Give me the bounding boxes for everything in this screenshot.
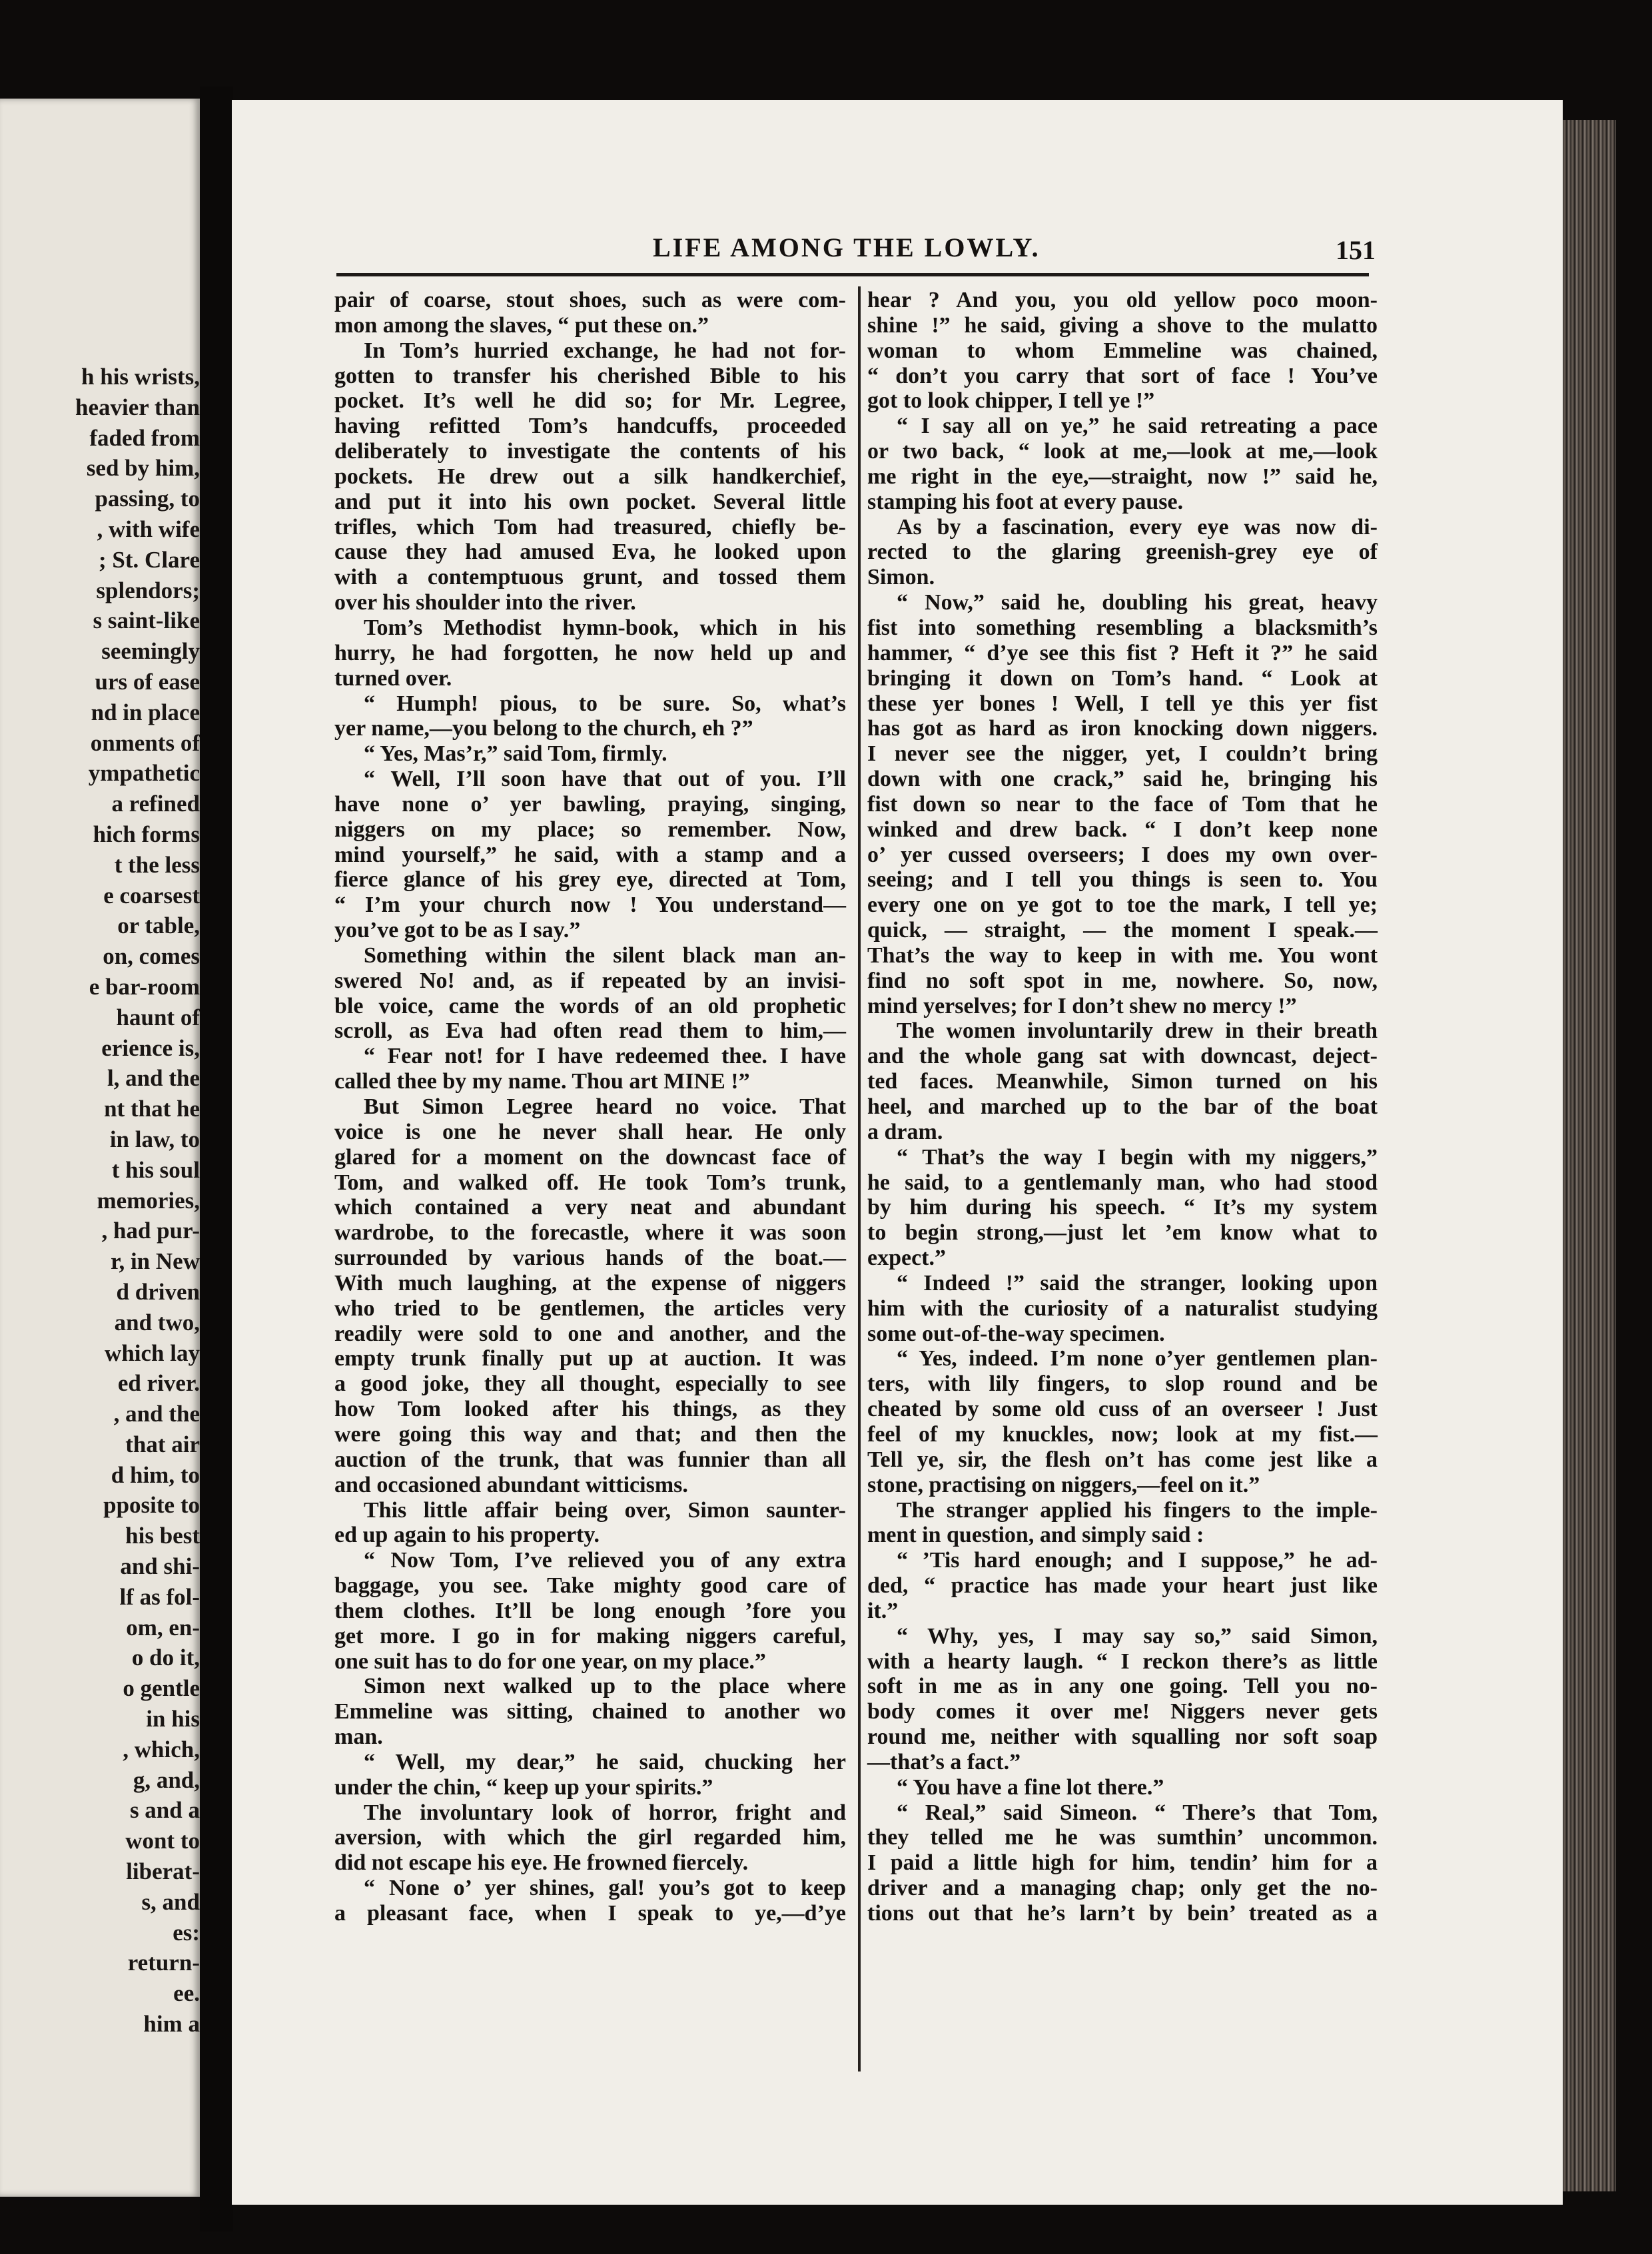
text-line: trifles, which Tom had treasured, chiefly be- [334,514,846,540]
text-line: mon among the slaves, “ put these on.” [334,312,709,338]
text-line: wardrobe, to the forecastle, where it was soon [334,1220,846,1246]
edge-text-line: ed river. [117,1370,200,1397]
text-line: get more. I go in for making niggers careful, [334,1623,846,1649]
text-line: seeing; and I tell you things is seen to. You [867,867,1378,893]
text-line: were going this way and that; and then the [334,1421,846,1447]
column-divider [858,286,861,2071]
text-line: “ I say all on ye,” he said retreating a pace [897,414,1378,439]
edge-text-line: haunt of [116,1004,200,1030]
text-line: cause they had amused Eva, he looked upon [334,540,846,565]
edge-text-line: , with wife [97,516,200,542]
edge-text-line: h his wrists, [81,364,200,390]
edge-text-line: that air [125,1431,200,1457]
text-line: Tell ye, sir, the flesh on’t has come jest like a [867,1447,1378,1472]
text-line: “ Fear not! for I have redeemed thee. I have [364,1044,846,1069]
text-line: find no soft spot in me, nowhere. So, now, [867,968,1378,993]
text-line: ment in question, and simply said : [867,1523,1204,1548]
text-line: “ Yes, Mas’r,” said Tom, firmly. [364,741,667,767]
text-line: Simon next walked up to the place where [364,1674,846,1699]
text-line: and the whole gang sat with downcast, deject- [867,1044,1378,1069]
text-line: o’ yer cussed overseers; I does my own over- [867,842,1378,867]
text-line: rected to the glaring greenish-grey eye of [867,540,1378,565]
edge-text-line: in law, to [109,1126,200,1152]
text-line: cheated by some old cuss of an overseer ! Just [867,1397,1378,1422]
edge-text-line: ; St. Clare [99,546,200,573]
text-line: “ None o’ yer shines, gal! you’s got to keep [364,1876,846,1901]
text-line: “ Now Tom, I’ve relieved you of any extra [364,1548,846,1573]
text-line: over his shoulder into the river. [334,590,636,615]
text-line: woman to whom Emmeline was chained, [867,338,1378,363]
edge-text-line: and shi- [120,1553,200,1580]
text-line: mind yourself,” he said, with a stamp and a [334,842,846,867]
text-line: This little affair being over, Simon saunter- [364,1497,846,1523]
edge-text-line: d driven [116,1278,200,1305]
text-line: ters, with lily fingers, to slop round and be [867,1371,1378,1397]
text-line: voice is one he never shall hear. He only [334,1119,846,1144]
edge-text-line: urs of ease [95,668,200,695]
text-line: you’ve got to be as I say.” [334,918,581,943]
text-line: pair of coarse, stout shoes, such as were com- [334,288,846,312]
text-line: pocket. It’s well he did so; for Mr. Legree, [334,388,846,414]
text-line: fierce glance of his grey eye, directed at Tom, [334,867,846,893]
text-line: body comes it over me! Niggers never gets [867,1699,1378,1724]
edge-text-line: and two, [114,1309,200,1335]
edge-text-line: in his [146,1706,200,1732]
text-line: aversion, with which the girl regarded him, [334,1825,846,1850]
text-line: winked and drew back. “ I don’t keep none [867,817,1378,842]
edge-text-line: wont to [125,1828,200,1854]
text-line: me right in the eye,—straight, now !” said he, [867,464,1378,489]
text-line: fist into something resembling a blacksmith’s [867,615,1378,640]
text-line: one suit has to do for one year, on my place.” [334,1649,766,1674]
text-line: niggers on my place; so remember. Now, [334,817,846,842]
text-line: I never see the nigger, yet, I couldn’t bring [867,741,1378,767]
edge-text-line: a refined [111,791,200,817]
text-line: he said, to a gentlemanly man, who had stood [867,1170,1378,1195]
text-line: gotten to transfer his cherished Bible to his [334,363,846,388]
text-line: I paid a little high for him, tendin’ him for a [867,1850,1378,1876]
text-line: scroll, as Eva had often read them to him,— [334,1018,846,1044]
edge-text-line: t the less [114,851,200,878]
text-line: stone, practising on niggers,—feel on it.” [867,1472,1260,1497]
text-line: or two back, “ look at me,—look at me,—look [867,439,1378,464]
edge-text-line: , which, [123,1736,200,1762]
text-line: With much laughing, at the expense of niggers [334,1270,846,1296]
edge-text-line: l, and the [107,1065,200,1092]
edge-text-line: o gentle [123,1675,200,1702]
text-line: they telled me he was sumthin’ uncommon. [867,1825,1378,1850]
edge-text-line: es: [173,1919,200,1946]
edge-text-line: seemingly [101,638,200,665]
edge-text-line: sed by him, [86,455,200,482]
text-line: with a contemptuous grunt, and tossed them [334,565,846,590]
edge-text-line: pposite to [103,1492,200,1519]
edge-text-line: , and the [113,1401,200,1427]
edge-text-line: , had pur- [101,1218,200,1244]
text-line: mind yerselves; for I don’t shew no mercy !” [867,993,1297,1018]
edge-text-line: which lay [105,1339,200,1366]
text-line: hear ? And you, you old yellow poco moon- [867,288,1378,312]
text-line: with a hearty laugh. “ I reckon there’s as little [867,1649,1378,1674]
text-line: man. [334,1724,383,1750]
edge-text-line: heavier than [75,394,200,420]
text-line: —that’s a fact.” [867,1749,1021,1774]
text-line: to begin strong,—just let ’em know what to [867,1220,1378,1246]
text-line: got to look chipper, I tell ye !” [867,388,1155,414]
text-line: did not escape his eye. He frowned fiercely. [334,1850,749,1876]
edge-text-line: memories, [97,1187,200,1214]
edge-text-line: passing, to [95,486,200,512]
left-page-fragment [0,99,200,2197]
text-line: them clothes. It’ll be long enough ’fore you [334,1598,846,1623]
text-line: and occasioned abundant witticisms. [334,1472,688,1497]
text-line: In Tom’s hurried exchange, he had not for- [364,338,846,363]
text-line: these yer bones ! Well, I tell ye this yer fist [867,691,1378,716]
text-line: “ You have a fine lot there.” [897,1774,1164,1800]
text-line: hurry, he had forgotten, he now held up and [334,640,846,665]
edge-text-line: o do it, [131,1645,200,1671]
text-line: deliberately to investigate the contents of his [334,439,846,464]
edge-text-line: return- [127,1950,200,1976]
text-line: shine !” he said, giving a shove to the mulatto [867,312,1378,338]
edge-text-line: s saint-like [93,607,200,634]
text-line: fist down so near to the face of Tom that he [867,791,1378,817]
header-rule [336,273,1369,276]
edge-text-line: t his soul [111,1156,200,1183]
text-line: Tom, and walked off. He took Tom’s trunk, [334,1170,846,1195]
text-line: who tried to be gentlemen, the articles very [334,1296,846,1321]
edge-text-line: d him, to [111,1461,200,1488]
text-line: feel of my knuckles, now; look at my fist.— [867,1421,1378,1447]
edge-text-line: or table, [117,913,200,939]
left-page-edge-text [7,362,200,2040]
edge-text-line: him a [143,2011,200,2038]
text-line: down with one crack,” said he, bringing his [867,767,1378,792]
text-line: That’s the way to keep in with me. You wont [867,942,1378,968]
edge-text-line: ympathetic [88,760,200,787]
text-line: empty trunk finally put up at auction. It was [334,1346,846,1371]
text-line: driver and a managing chap; only get the no- [867,1876,1378,1901]
text-line: called thee by my name. Thou art MINE !” [334,1069,750,1094]
text-line: stamping his foot at every pause. [867,489,1184,514]
text-line: surrounded by various hands of the boat.— [334,1246,846,1271]
text-column-right [867,288,1378,1926]
text-line: auction of the trunk, that was funnier than all [334,1447,846,1472]
text-line: turned over. [334,665,452,691]
text-line: The involuntary look of horror, fright and [364,1800,846,1825]
text-line: ed up again to his property. [334,1523,600,1548]
book-gutter [200,87,233,2231]
edge-text-line: r, in New [111,1248,200,1275]
text-line: “ That’s the way I begin with my niggers,” [897,1144,1378,1170]
text-line: ble voice, came the words of an old prophetic [334,993,846,1018]
text-line: has got as hard as iron knocking down niggers. [867,716,1378,741]
edge-text-line: hich forms [93,821,200,847]
edge-text-line: on, comes [103,943,200,970]
text-line: “ Why, yes, I may say so,” said Simon, [897,1623,1378,1649]
text-line: and put it into his own pocket. Several little [334,489,846,514]
text-line: having refitted Tom’s handcuffs, proceeded [334,414,846,439]
edge-text-line: s, and [141,1888,200,1915]
text-line: “ Yes, indeed. I’m none o’yer gentlemen plan- [897,1346,1378,1371]
text-line: under the chin, “ keep up your spirits.” [334,1774,713,1800]
text-line: “ Humph! pious, to be sure. So, what’s [364,691,846,716]
text-column-left [334,288,846,1926]
text-line: “ Now,” said he, doubling his great, heavy [897,590,1378,615]
text-line: “ don’t you carry that sort of face ! You’ve [867,363,1378,388]
text-line: swered No! and, as if repeated by an invisi- [334,968,846,993]
text-line: heel, and marched up to the bar of the boat [867,1094,1378,1119]
text-line: have none o’ yer bawling, praying, singing, [334,791,846,817]
text-line: a dram. [867,1119,943,1144]
edge-text-line: erience is, [101,1034,200,1061]
text-line: “ Indeed !” said the stranger, looking upon [897,1270,1378,1296]
text-line: Simon. [867,565,935,590]
text-line: some out-of-the-way specimen. [867,1321,1165,1346]
text-line: tions out that he’s larn’t by bein’ treated as a [867,1901,1378,1926]
text-line: pockets. He drew out a silk handkerchief, [334,464,846,489]
text-line: it.” [867,1598,899,1623]
edge-text-line: splendors; [96,577,200,603]
text-line: “ ’Tis hard enough; and I suppose,” he ad- [897,1548,1378,1573]
edge-text-line: e bar-room [89,973,200,1000]
page-number: 151 [1336,235,1376,265]
edge-text-line: his best [125,1523,200,1549]
edge-text-line: onments of [90,729,200,756]
text-line: readily were sold to one and another, and the [334,1321,846,1346]
text-line: by him during his speech. “ It’s my system [867,1195,1378,1220]
edge-text-line: faded from [89,424,200,451]
edge-text-line: ee. [173,1980,200,2007]
edge-text-line: nd in place [91,699,200,725]
text-line: But Simon Legree heard no voice. That [364,1094,846,1119]
text-line: bringing it down on Tom’s hand. “ Look at [867,665,1378,691]
text-line: “ Well, my dear,” he said, chucking her [364,1749,846,1774]
text-line: “ Real,” said Simeon. “ There’s that Tom, [897,1800,1378,1825]
text-line: ded, “ practice has made your heart just like [867,1573,1378,1599]
edge-text-line: e coarsest [103,882,200,909]
text-line: Tom’s Methodist hymn-book, which in his [364,615,846,640]
text-line: him with the curiosity of a naturalist studying [867,1296,1378,1321]
text-line: quick, — straight, — the moment I speak.— [867,918,1378,943]
text-line: expect.” [867,1246,947,1271]
edge-text-line: s and a [129,1797,200,1824]
text-line: As by a fascination, every eye was now di- [897,514,1378,540]
text-line: yer name,—you belong to the church, eh ?” [334,716,753,741]
running-head: LIFE AMONG THE LOWLY. [653,232,1040,262]
edge-text-line: nt that he [104,1096,200,1122]
text-line: The stranger applied his fingers to the imple- [897,1497,1378,1523]
text-line: baggage, you see. Take mighty good care of [334,1573,846,1599]
text-line: Emmeline was sitting, chained to another wo [334,1699,846,1724]
text-line: how Tom looked after his things, as they [334,1397,846,1422]
edge-text-line: om, en- [126,1614,200,1641]
edge-text-line: g, and, [133,1766,200,1793]
edge-text-line: lf as fol- [119,1583,200,1610]
text-line: glared for a moment on the downcast face of [334,1144,846,1170]
text-line: ted faces. Meanwhile, Simon turned on his [867,1069,1378,1094]
edge-text-line: liberat- [126,1858,200,1885]
text-line: The women involuntarily drew in their breath [897,1018,1378,1044]
text-line: Something within the silent black man an- [364,942,846,968]
text-line: a good joke, they all thought, especially to see [334,1371,846,1397]
text-line: every one on ye got to toe the mark, I tell ye; [867,893,1378,918]
text-line: “ I’m your church now ! You understand— [334,893,846,918]
page-edges [1563,120,1616,2191]
text-line: a pleasant face, when I speak to ye,—d’ye [334,1901,846,1926]
text-line: “ Well, I’ll soon have that out of you. I’ll [364,767,846,792]
text-line: which contained a very neat and abundant [334,1195,846,1220]
text-line: round me, neither with squalling nor soft soap [867,1724,1378,1750]
text-line: soft in me as in any one going. Tell you no- [867,1674,1378,1699]
text-line: hammer, “ d’ye see this fist ? Heft it ?” he said [867,640,1378,665]
